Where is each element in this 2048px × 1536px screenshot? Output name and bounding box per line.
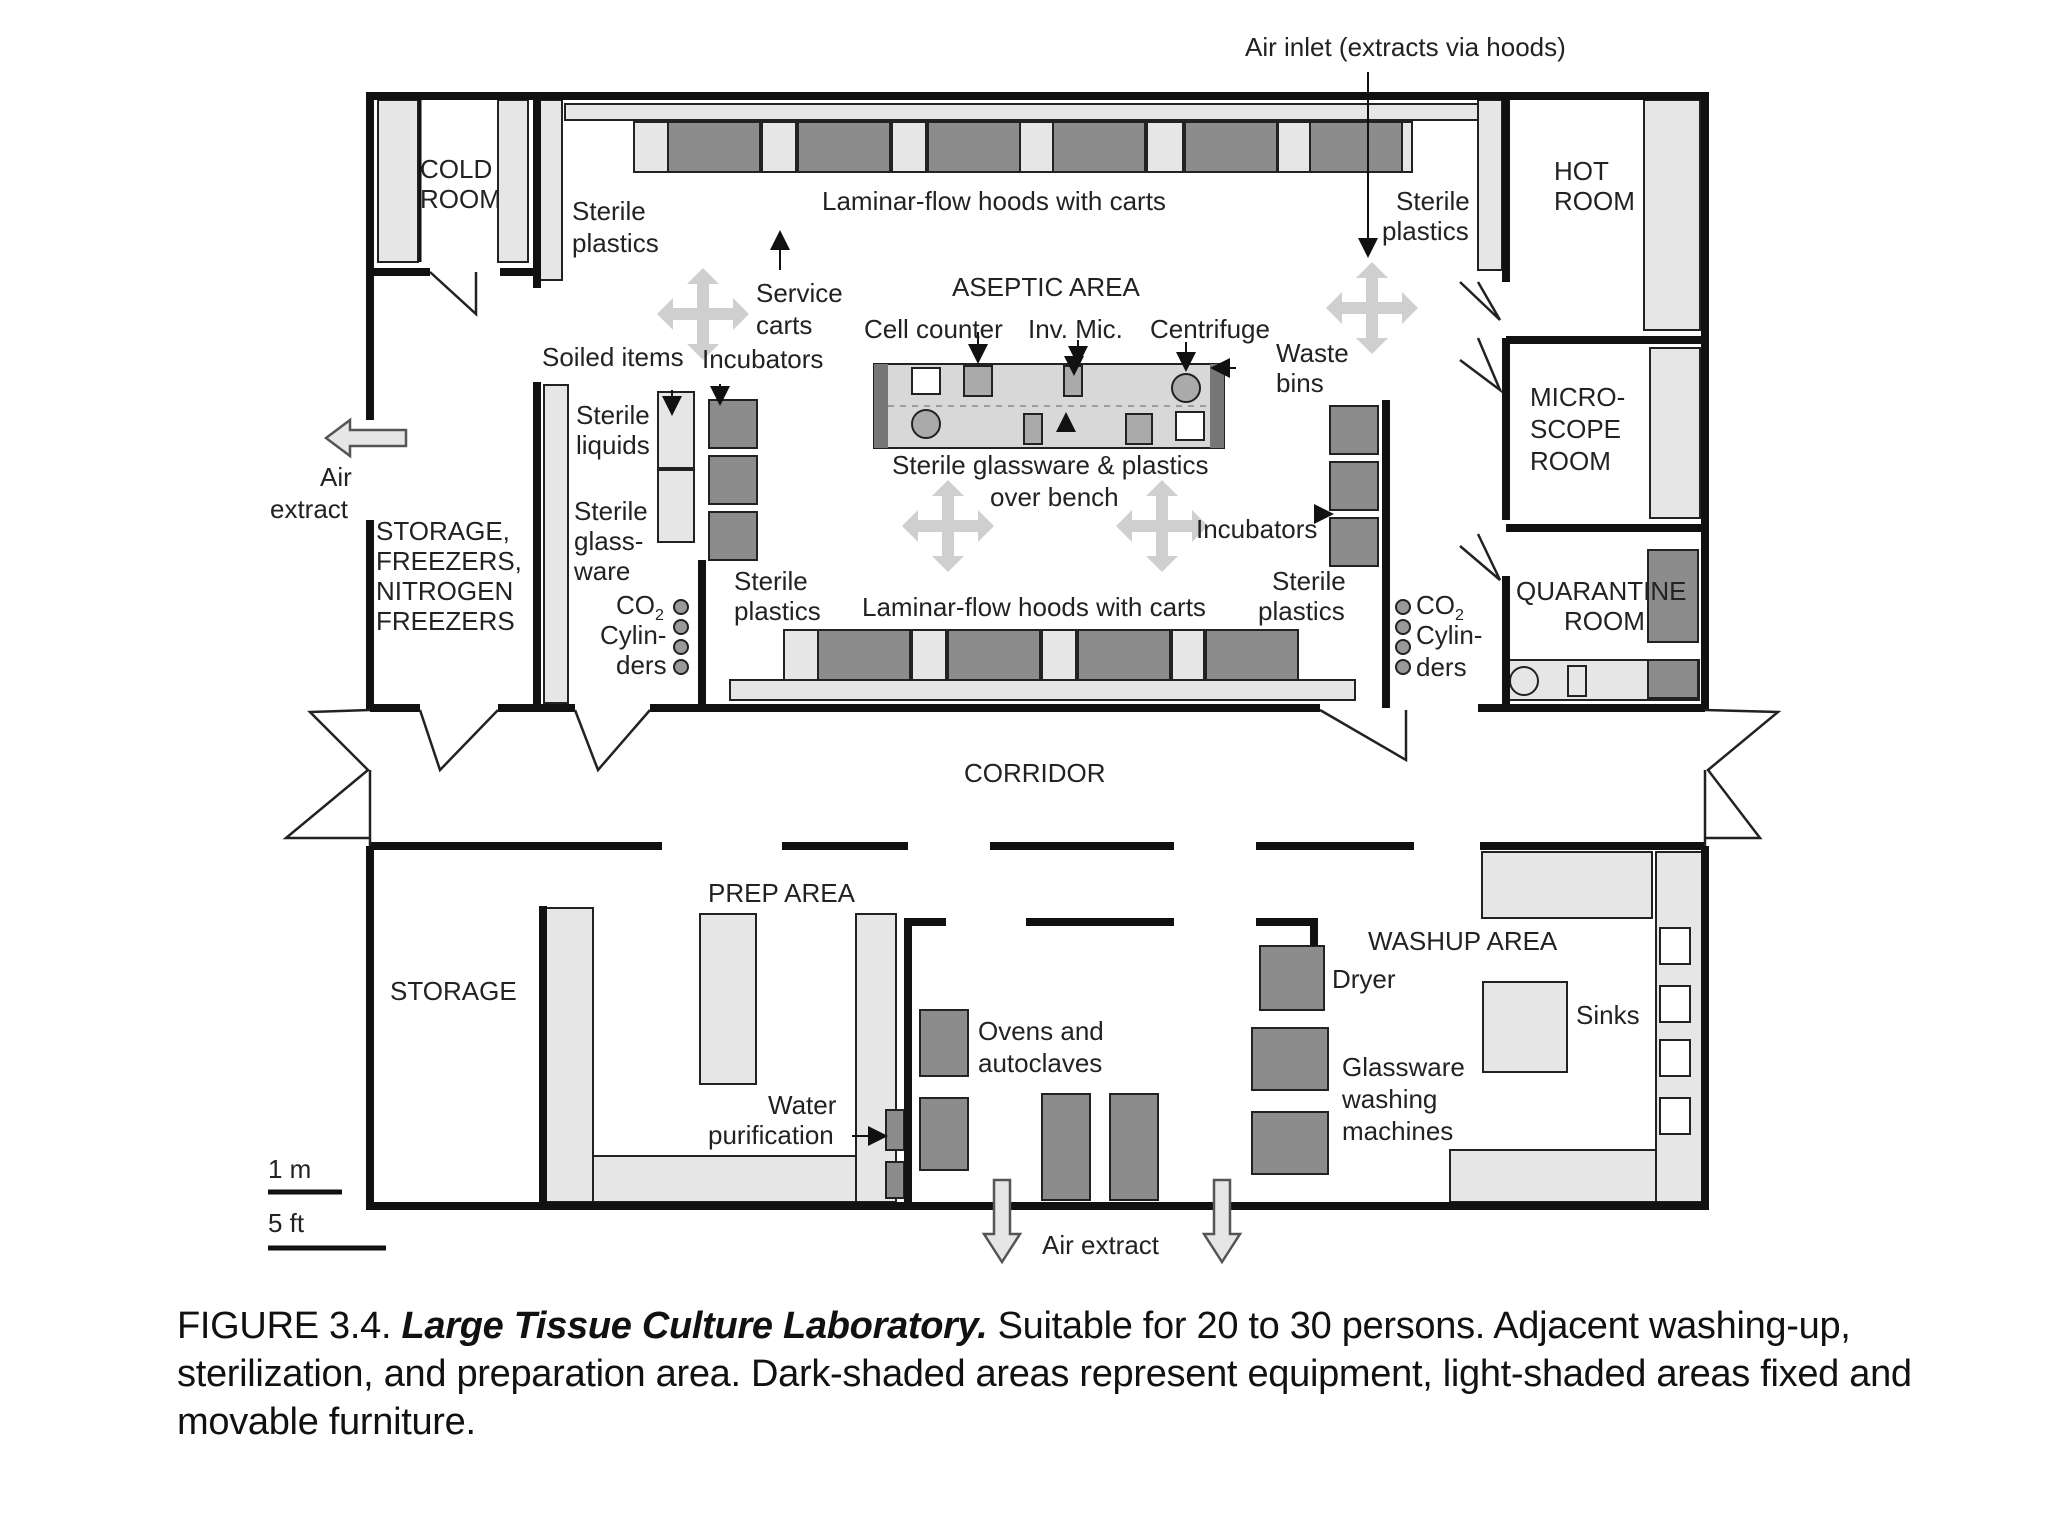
glassware-washing-label: Glassware	[1342, 1052, 1465, 1082]
co2-left-label-3: ders	[616, 650, 667, 680]
waste-bins-label: Waste	[1276, 338, 1349, 368]
cold-room-label: COLD	[420, 154, 493, 184]
hood-top-1	[668, 122, 760, 172]
glassware-bench-label-2: over bench	[990, 482, 1119, 512]
waste-bins-label-2: bins	[1276, 368, 1324, 398]
hot-room-label-2: ROOM	[1554, 186, 1635, 216]
micro-scope-label: MICRO-	[1530, 382, 1626, 412]
storage-freezers-label: STORAGE,	[376, 516, 510, 546]
hoods-bottom-label: Laminar-flow hoods with carts	[862, 592, 1206, 622]
air-extract-left-arrow	[326, 420, 406, 456]
glassware-bench-label: Sterile glassware & plastics	[892, 450, 1209, 480]
co2-left-label: $CO_2$	[616, 590, 664, 624]
caption-prefix: FIGURE 3.4.	[177, 1305, 402, 1347]
centrifuge-label: Centrifuge	[1150, 314, 1270, 344]
air-extract-bottom-arrow-2	[1204, 1180, 1240, 1262]
sterile-plastics-tl: Sterile	[572, 196, 646, 226]
water-purification-label-2: purification	[708, 1120, 834, 1150]
washup-area-label: WASHUP AREA	[1368, 926, 1558, 956]
hoods-top-label: Laminar-flow hoods with carts	[822, 186, 1166, 216]
dryer-label: Dryer	[1332, 964, 1396, 994]
sterile-plastics-br-2: plastics	[1258, 596, 1345, 626]
cold-room-label-2: ROOM	[420, 184, 501, 214]
sterile-glassware-label-3: ware	[574, 556, 631, 586]
co2-right-label-2: Cylin-	[1416, 620, 1483, 650]
caption-text: Suitable for 20 to 30 persons. Adjacent washing-up, sterilization, and preparation area. Dark-shaded areas represent equipment, light-shaded areas fixed and movable furniture.	[177, 1305, 1912, 1443]
air-extract-bottom-arrow-1	[984, 1180, 1020, 1262]
cell-counter-box	[912, 368, 940, 394]
corridor-label: CORRIDOR	[964, 758, 1106, 788]
sterile-plastics-tr: Sterile	[1396, 186, 1470, 216]
hood-top-5	[1185, 122, 1277, 172]
ovens-label: Ovens and	[978, 1016, 1104, 1046]
hood-top-4	[1053, 122, 1145, 172]
air-extract-bottom-label: Air extract	[1042, 1230, 1160, 1260]
hood-bottom-1	[818, 630, 910, 680]
soiled-items-label: Soiled items	[542, 342, 684, 372]
sterile-plastics-bl: Sterile	[734, 566, 808, 596]
incubators-left-label: Incubators	[702, 344, 824, 374]
inv-mic-label: Inv. Mic.	[1028, 314, 1123, 344]
incubators-right-label: Incubators	[1196, 514, 1318, 544]
sterile-liquids-label: Sterile	[576, 400, 650, 430]
co2-right-label: $CO_2$	[1416, 590, 1464, 624]
air-inlet-label: Air inlet (extracts via hoods)	[1245, 32, 1566, 62]
hood-bottom-3	[1078, 630, 1170, 680]
caption-title: Large Tissue Culture Laboratory.	[401, 1305, 988, 1347]
glassware-washing-label-3: machines	[1342, 1116, 1454, 1146]
co2-left-label-2: Cylin-	[600, 620, 667, 650]
cell-counter	[964, 366, 992, 396]
service-carts-label-2: carts	[756, 310, 813, 340]
cell-counter-label: Cell counter	[864, 314, 1003, 344]
hood-top-6	[1310, 122, 1402, 172]
sterile-plastics-tl-2: plastics	[572, 228, 659, 258]
water-purification-label: Water	[768, 1090, 837, 1120]
central-bench	[874, 364, 1224, 448]
quarantine-label-2: ROOM	[1564, 606, 1645, 636]
sinks-label: Sinks	[1576, 1000, 1640, 1030]
quarantine-label: QUARANTINE	[1516, 576, 1687, 606]
storage-freezers-label-2: FREEZERS,	[376, 546, 522, 576]
hot-room-label: HOT	[1554, 156, 1609, 186]
sterile-plastics-bl-2: plastics	[734, 596, 821, 626]
sterile-liquids-label-2: liquids	[576, 430, 650, 460]
hood-bottom-2	[948, 630, 1040, 680]
sterile-plastics-tr-2: plastics	[1382, 216, 1469, 246]
service-carts-label: Service	[756, 278, 843, 308]
prep-area-label: PREP AREA	[708, 878, 855, 908]
air-extract-left-label: Air	[320, 462, 352, 492]
scale-5ft-label: 5 ft	[268, 1208, 305, 1238]
air-extract-left-label-2: extract	[270, 494, 349, 524]
co2-right-label-3: ders	[1416, 652, 1467, 682]
hood-top-2	[798, 122, 890, 172]
storage-freezers-label-4: FREEZERS	[376, 606, 515, 636]
sterile-plastics-br: Sterile	[1272, 566, 1346, 596]
sterile-glassware-label-2: glass-	[574, 526, 644, 556]
micro-scope-label-2: SCOPE	[1530, 414, 1622, 444]
aseptic-area-label: ASEPTIC AREA	[952, 272, 1140, 302]
storage-freezers-label-3: NITROGEN	[376, 576, 514, 606]
figure-caption	[177, 1302, 1977, 1446]
scale-1m-label: 1 m	[268, 1154, 312, 1184]
storage-label: STORAGE	[390, 976, 517, 1006]
micro-scope-label-3: ROOM	[1530, 446, 1611, 476]
hood-bottom-4	[1206, 630, 1298, 680]
glassware-washing-label-2: washing	[1342, 1084, 1438, 1114]
hood-top-3	[928, 122, 1020, 172]
sterile-glassware-label: Sterile	[574, 496, 648, 526]
ovens-label-2: autoclaves	[978, 1048, 1103, 1078]
centrifuge	[1172, 374, 1200, 402]
